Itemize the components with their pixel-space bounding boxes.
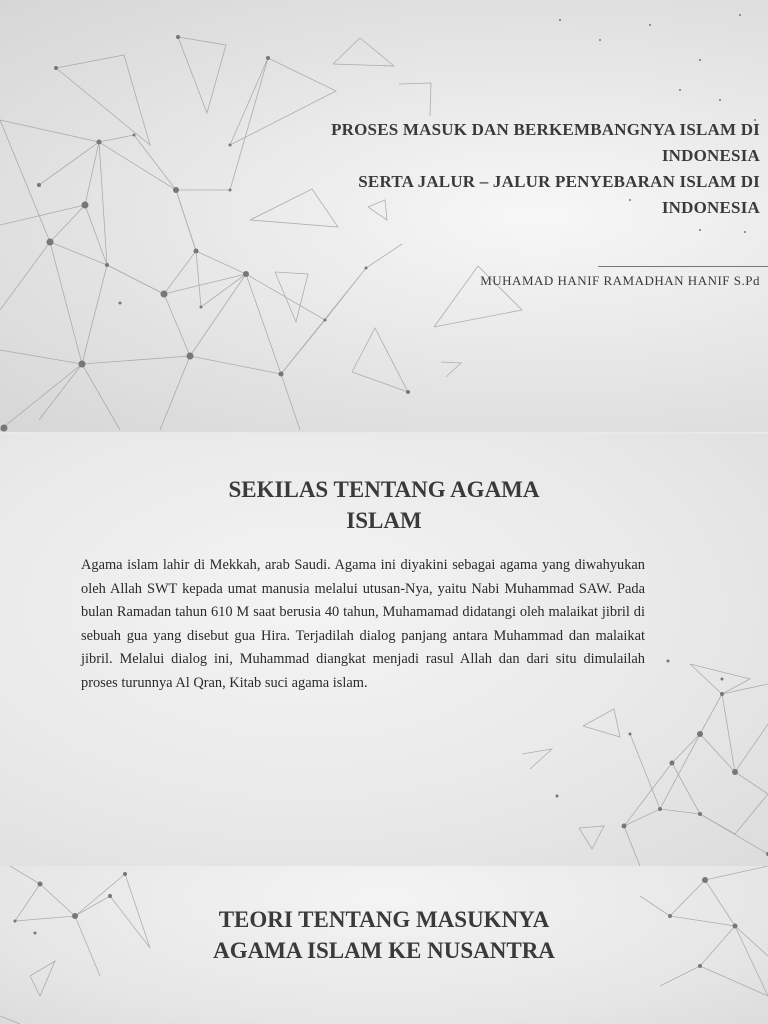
heading-line-2: AGAMA ISLAM KE NUSANTRA — [213, 938, 555, 963]
section-paragraph: Agama islam lahir di Mekkah, arab Saudi. Agama ini diyakini sebagai agama yang diwahyukan oleh Allah SWT kepada umat manusia melalui utusan-Nya, yaitu Nabi Muhammad SAW. Pada bulan Ramadan tahun 610 M saat berusia 40 tahun, Muhamamad didatangi oleh malaikat jibril di sebuah gua yang disebut gua Hira. Terjadilah dialog panjang antara Muhammad dan malaikat jibril. Melalui dialog ini, Muhammad diangkat menjadi rasul Allah dan dari situ dimulailah proses turunnya Al Qran, Kitab suci agama islam. — [81, 557, 645, 691]
title-line-4: INDONESIA — [661, 198, 760, 217]
title-line-2: INDONESIA — [661, 146, 760, 165]
title-slide — [0, 0, 768, 432]
heading-line-1: TEORI TENTANG MASUKNYA — [218, 907, 550, 932]
author-name: MUHAMAD HANIF RAMADHAN HANIF S.Pd — [480, 273, 760, 288]
heading-line-1: SEKILAS TENTANG AGAMA — [228, 477, 540, 502]
heading-line-2: ISLAM — [346, 508, 422, 533]
theory-heading — [0, 904, 768, 966]
title-line-3: SERTA JALUR – JALUR PENYEBARAN ISLAM DI — [358, 172, 760, 191]
author-divider — [598, 266, 768, 267]
content-slide — [0, 434, 768, 866]
title-line-1: PROSES MASUK DAN BERKEMBANGNYA ISLAM DI — [331, 120, 760, 139]
presentation-title — [260, 117, 760, 221]
section-heading — [0, 474, 768, 536]
theory-slide — [0, 866, 768, 1024]
